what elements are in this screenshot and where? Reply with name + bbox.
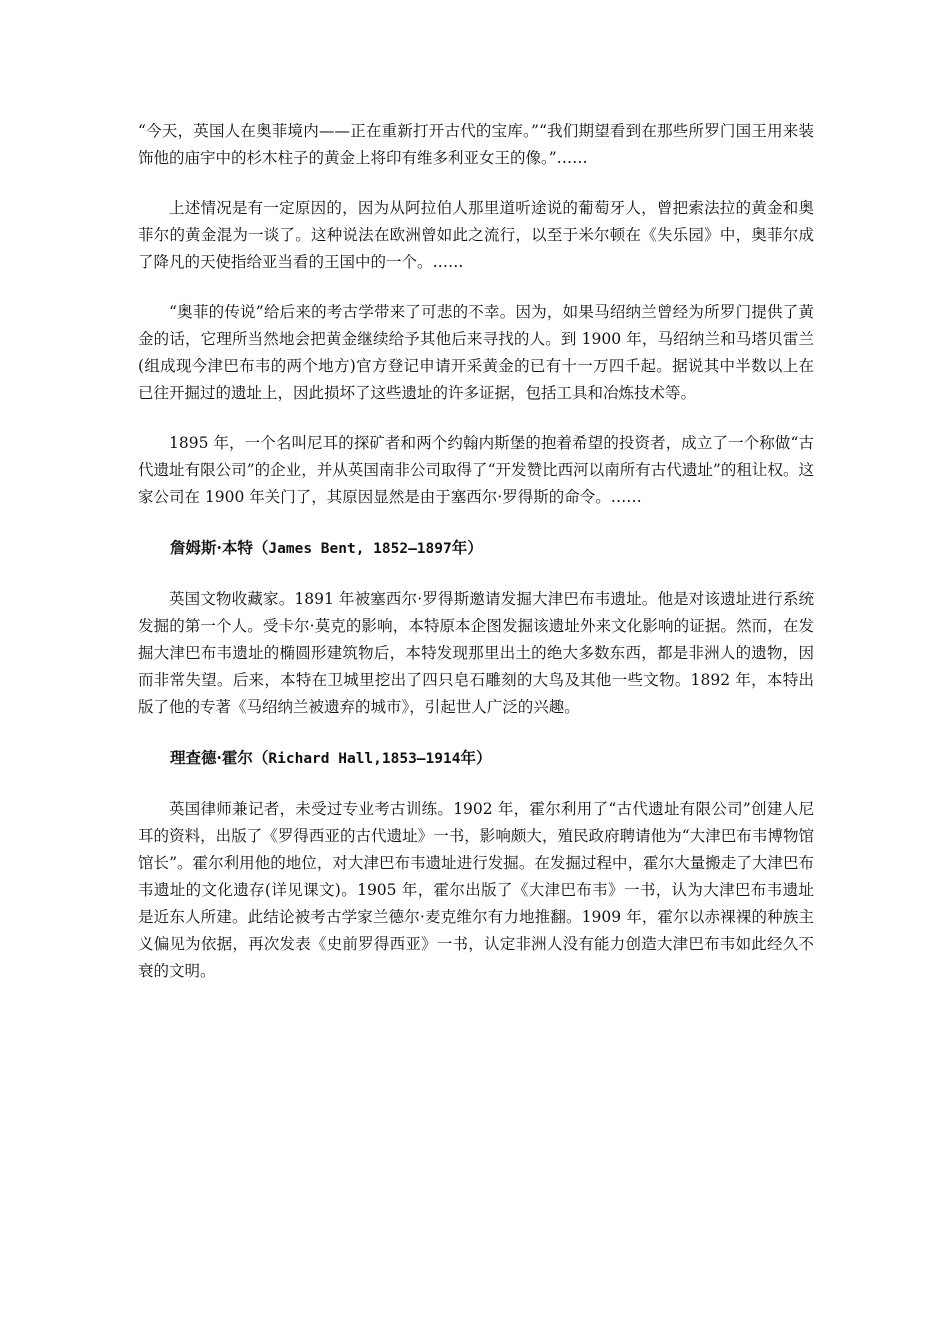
paragraph-ophir-legend: “奥菲的传说”给后来的考古学带来了可悲的不幸。因为，如果马绍纳兰曾经为所罗门提供了黄金的话，它理所当然地会把黄金继续给予其他后来寻找的人。到 1900 年，马绍纳兰和马塔贝雷兰(组成现今津巴布韦的两个地方)官方登记申请开采黄金的已有十一万四千起。据说其中半数以上在已往开掘过的遗址上，因此损坏了这些遗址的许多证据，包括工具和冶炼技术等。	[138, 303, 814, 402]
heading-end: 年）	[451, 538, 483, 557]
section-body-james-bent: 英国文物收藏家。1891 年被塞西尔·罗得斯邀请发掘大津巴布韦遗址。他是对该遗址进行系统发掘的第一个人。受卡尔·莫克的影响，本特原本企图发掘该遗址外来文化影响的证据。然而，在发掘大津巴布韦遗址的椭圆形建筑物后，本特发现那里出土的绝大多数东西，都是非洲人的遗物，因而非常失望。后来，本特在卫城里挖出了四只皂石雕刻的大鸟及其他一些文物。1892 年，本特出版了他的专著《马绍纳兰被遗弃的城市》，引起世人广泛的兴趣。	[138, 590, 814, 716]
document-body	[138, 118, 814, 1008]
heading-latin: James Bent, 1852—1897	[268, 541, 452, 557]
paragraph-portuguese-confusion: 上述情况是有一定原因的，因为从阿拉伯人那里道听途说的葡萄牙人，曾把索法拉的黄金和奥菲尔的黄金混为一谈了。这种说法在欧洲曾如此之流行，以至于米尔顿在《失乐园》中，奥菲尔成了降凡的天使指给亚当看的王国中的一个。……	[138, 199, 814, 271]
section-heading-richard-hall	[138, 744, 814, 773]
section-body-richard-hall: 英国律师兼记者，未受过专业考古训练。1902 年，霍尔利用了“古代遗址有限公司”创建人尼耳的资料，出版了《罗得西亚的古代遗址》一书，影响颇大，殖民政府聘请他为“大津巴布韦博物馆馆长”。霍尔利用他的地位，对大津巴布韦遗址进行发掘。在发掘过程中，霍尔大量搬走了大津巴布韦遗址的文化遗存(详见课文)。1905 年，霍尔出版了《大津巴布韦》一书，认为大津巴布韦遗址是近东人所建。此结论被考古学家兰德尔·麦克维尔有力地推翻。1909 年，霍尔以赤裸裸的种族主义偏见为依据，再次发表《史前罗得西亚》一书，认定非洲人没有能力创造大津巴布韦如此经久不衰的文明。	[138, 800, 814, 980]
heading-end: 年）	[460, 748, 492, 767]
section-heading-james-bent	[138, 534, 814, 563]
paragraph-quote: “今天，英国人在奥菲境内——正在重新打开古代的宝库。”“我们期望看到在那些所罗门国王用来装饰他的庙宇中的杉木柱子的黄金上将印有维多利亚女王的像。”……	[138, 122, 814, 167]
paragraph-ancient-ruins-company: 1895 年，一个名叫尼耳的探矿者和两个约翰内斯堡的抱着希望的投资者，成立了一个称做“古代遗址有限公司”的企业，并从英国南非公司取得了“开发赞比西河以南所有古代遗址”的租让权。这家公司在 1900 年关门了，其原因显然是由于塞西尔·罗得斯的命令。……	[138, 434, 814, 506]
heading-cn: 詹姆斯·本特（	[170, 538, 269, 557]
heading-cn: 理查德·霍尔（	[170, 748, 269, 767]
heading-latin: Richard Hall,1853—1914	[268, 751, 461, 767]
